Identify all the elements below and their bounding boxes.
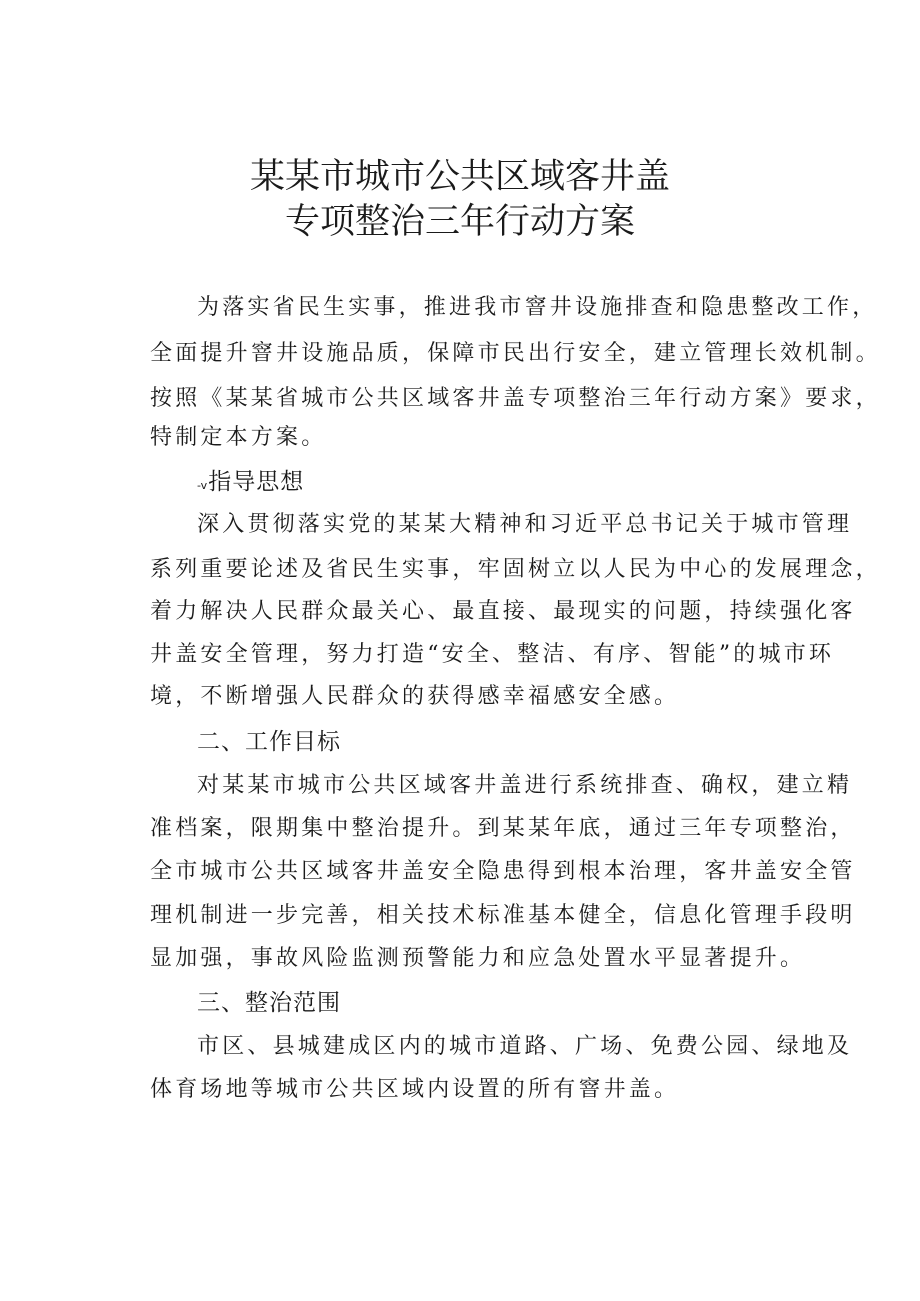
- section-heading-1: [197, 467, 304, 501]
- section2-line-3: 全市城市公共区域客井盖安全隐患得到根本治理，客井盖安全管: [150, 859, 856, 884]
- document-title-line1: 某某市城市公共区域客井盖: [249, 157, 670, 197]
- intro-line-3: 按照《某某省城市公共区域客井盖专项整治三年行动方案》要求，: [150, 386, 881, 411]
- document-title-line2: 专项整治三年行动方案: [284, 202, 635, 242]
- section-title-3: 整治范围: [245, 990, 341, 1016]
- section-heading-2: [197, 727, 341, 757]
- section-number-3: 三、: [197, 990, 245, 1016]
- section-title-2: 工作目标: [245, 729, 341, 755]
- section2-line-2: 准档案，限期集中整治提升。到某某年底，通过三年专项整治，: [150, 816, 856, 841]
- intro-line-2: 全面提升窨井设施品质，保障市民出行安全，建立管理长效机制。: [150, 341, 881, 366]
- section1-line-3: 着力解决人民群众最关心、最直接、最现实的问题，持续强化客: [150, 599, 856, 624]
- section-heading-3: [197, 988, 341, 1018]
- section-number-2: 二、: [197, 729, 245, 755]
- intro-line-4: 特制定本方案。: [150, 425, 327, 450]
- intro-line-1: 为落实省民生实事，推进我市窨井设施排查和隐患整改工作，: [197, 295, 878, 320]
- section3-line-1: 市区、县城建成区内的城市道路、广场、免费公园、绿地及: [197, 1034, 853, 1059]
- section1-line-2: 系列重要论述及省民生实事，牢固树立以人民为中心的发展理念，: [150, 557, 881, 582]
- section1-line-1: 深入贯彻落实党的某某大精神和习近平总书记关于城市管理: [197, 512, 853, 537]
- section3-line-2: 体育场地等城市公共区域内设置的所有窨井盖。: [150, 1077, 680, 1102]
- section1-line-4: 井盖安全管理，努力打造“安全、整洁、有序、智能”的城市环: [150, 642, 835, 667]
- section2-line-5: 显加强，事故风险监测预警能力和应急处置水平显著提升。: [150, 946, 806, 971]
- section-number-1: -v: [197, 479, 208, 492]
- section2-line-4: 理机制进一步完善，相关技术标准基本健全，信息化管理手段明: [150, 903, 856, 928]
- section1-line-5: 境，不断增强人民群众的获得感幸福感安全感。: [150, 684, 680, 709]
- section-title-1: 指导思想: [208, 469, 305, 495]
- section2-line-1: 对某某市城市公共区域客井盖进行系统排查、确权，建立精: [197, 773, 853, 798]
